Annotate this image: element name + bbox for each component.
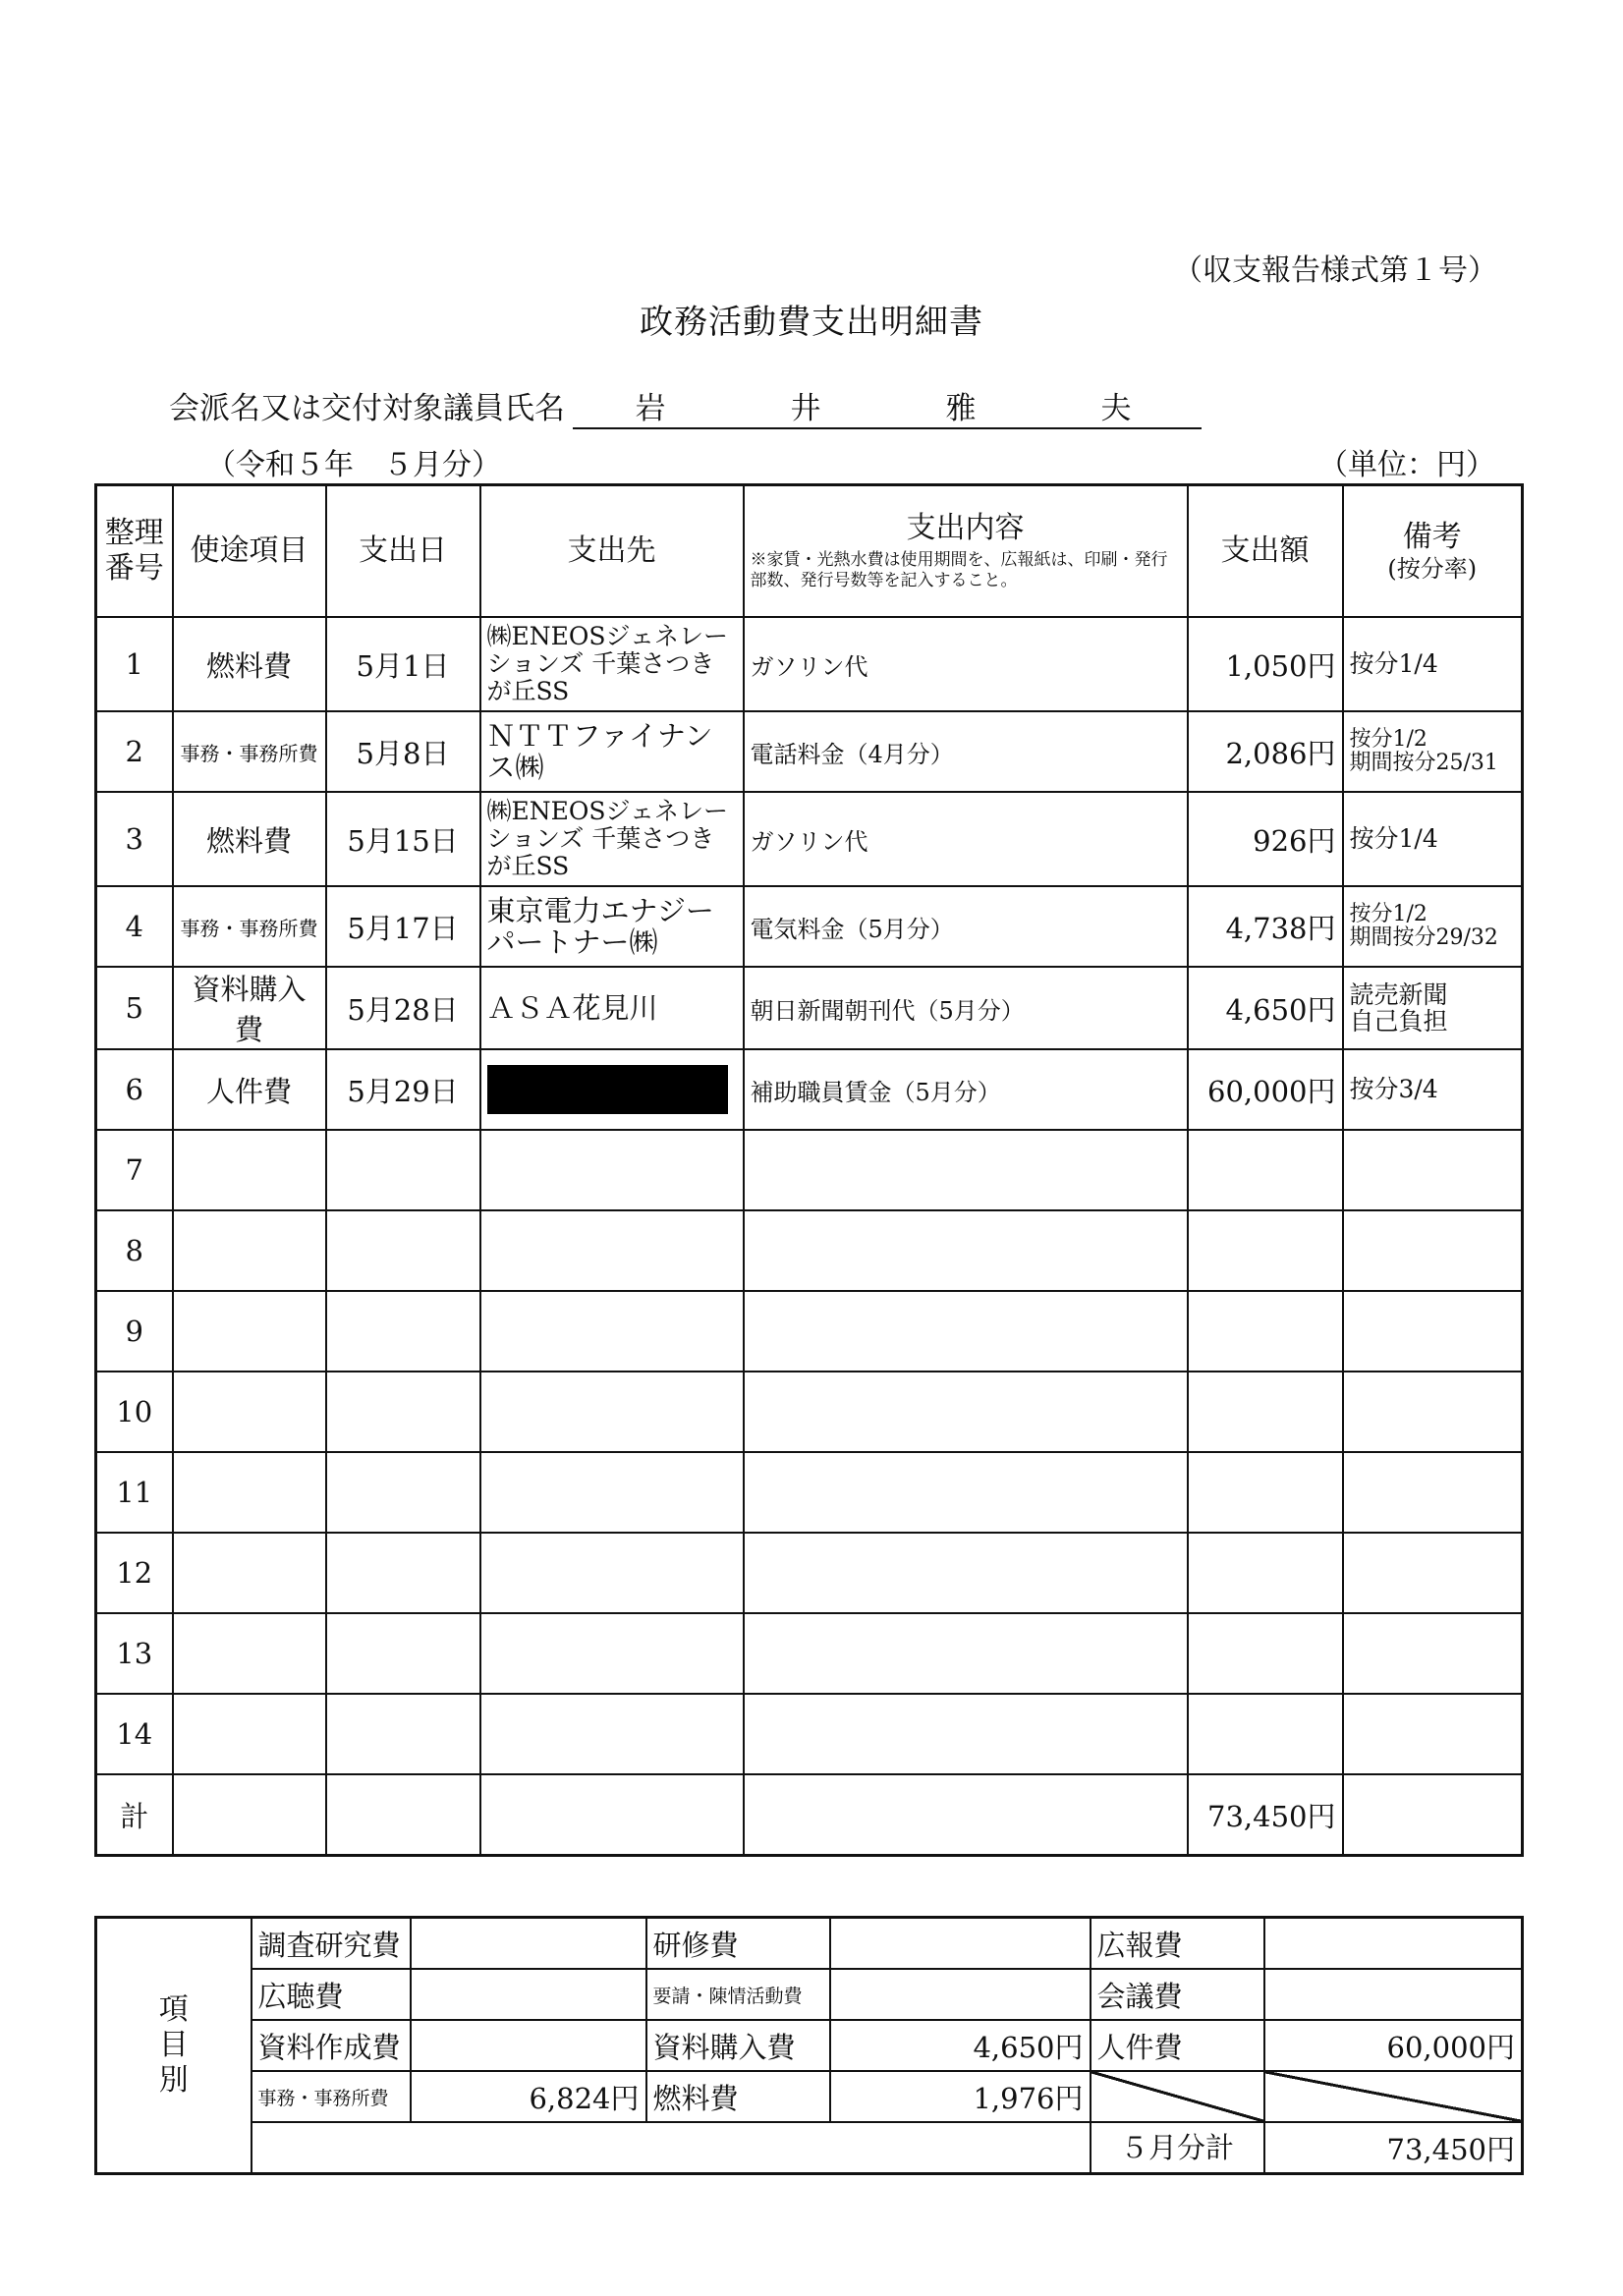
table-row-empty	[96, 1452, 1523, 1533]
row-payee: 東京電力エナジーパートナー㈱	[480, 886, 744, 967]
header-remarks-sub: (按分率)	[1387, 554, 1478, 583]
table-row-empty	[96, 1291, 1523, 1372]
summary-label: 事務・事務所費	[252, 2071, 411, 2122]
remark-line: 按分1/2	[1349, 901, 1427, 926]
row-no: 12	[96, 1533, 173, 1613]
row-date: 5月17日	[326, 886, 480, 967]
total-label: 計	[96, 1774, 173, 1856]
row-no: 13	[96, 1613, 173, 1694]
row-no: 1	[96, 617, 173, 711]
summary-value	[1264, 1969, 1523, 2020]
table-row-empty	[96, 1130, 1523, 1210]
summary-row	[96, 1918, 1523, 1970]
summary-value	[411, 1969, 646, 2020]
header-row	[96, 485, 1523, 618]
table-row	[96, 711, 1523, 792]
summary-row	[96, 1969, 1523, 2020]
summary-label: 燃料費	[646, 2071, 830, 2122]
row-payee-redacted	[480, 1049, 744, 1130]
total-row	[96, 1774, 1523, 1856]
category-summary-table	[94, 1916, 1524, 2175]
row-no: 7	[96, 1130, 173, 1210]
summary-value	[830, 1969, 1091, 2020]
remark-line: 期間按分29/32	[1349, 925, 1498, 950]
document-title: 政務活動費支出明細書	[640, 303, 983, 342]
row-amount: 1,050円	[1188, 617, 1343, 711]
summary-row	[96, 2071, 1523, 2122]
expense-table	[94, 483, 1524, 1857]
summary-label: 人件費	[1091, 2020, 1264, 2071]
name-char: 夫	[1100, 391, 1132, 426]
row-content: ガソリン代	[744, 617, 1188, 711]
table-row	[96, 1049, 1523, 1130]
row-content: 電気料金（5月分）	[744, 886, 1188, 967]
row-amount: 4,650円	[1188, 967, 1343, 1049]
name-label: 会派名又は交付対象議員氏名	[169, 391, 565, 426]
row-content: ガソリン代	[744, 792, 1188, 886]
header-content	[744, 485, 1188, 618]
diagonal-cell	[1091, 2071, 1264, 2122]
row-date: 5月1日	[326, 617, 480, 711]
row-no: 8	[96, 1210, 173, 1291]
row-date: 5月29日	[326, 1049, 480, 1130]
form-number: （収支報告様式第１号）	[1173, 253, 1497, 288]
row-remarks	[1343, 886, 1523, 967]
summary-label: 広報費	[1091, 1918, 1264, 1970]
header-amount: 支出額	[1188, 485, 1343, 618]
row-remarks	[1343, 792, 1523, 886]
header-no: 整理番号	[96, 485, 173, 618]
header-date: 支出日	[326, 485, 480, 618]
row-remarks	[1343, 1049, 1523, 1130]
name-char: 岩	[635, 391, 666, 426]
row-category: 燃料費	[173, 792, 326, 886]
name-char: 雅	[945, 391, 977, 426]
summary-value: 1,976円	[830, 2071, 1091, 2122]
row-payee: ㈱ENEOSジェネレーションズ 千葉さつきが丘SS	[480, 792, 744, 886]
report-period: （令和５年 ５月分）	[206, 448, 501, 482]
row-payee: ＡＳＡ花見川	[480, 967, 744, 1049]
row-remarks	[1343, 967, 1523, 1049]
row-amount: 2,086円	[1188, 711, 1343, 792]
table-row	[96, 617, 1523, 711]
row-content: 朝日新聞朝刊代（5月分）	[744, 967, 1188, 1049]
row-content: 補助職員賃金（5月分）	[744, 1049, 1188, 1130]
table-row	[96, 792, 1523, 886]
total-amount: 73,450円	[1188, 1774, 1343, 1856]
table-row-empty	[96, 1210, 1523, 1291]
table-row	[96, 967, 1523, 1049]
summary-label: 調査研究費	[252, 1918, 411, 1970]
row-amount: 4,738円	[1188, 886, 1343, 967]
side-label-text: 項目別	[158, 1992, 189, 2098]
summary-value	[411, 2020, 646, 2071]
row-no: 6	[96, 1049, 173, 1130]
summary-value: 4,650円	[830, 2020, 1091, 2071]
remark-line: 読売新聞	[1349, 980, 1448, 1009]
summary-row	[96, 2020, 1523, 2071]
summary-label: 要請・陳情活動費	[646, 1969, 830, 2020]
member-name	[573, 383, 1202, 429]
redaction-block	[487, 1065, 728, 1114]
name-row	[169, 383, 1202, 429]
table-row-empty	[96, 1694, 1523, 1774]
summary-label: 研修費	[646, 1918, 830, 1970]
row-category: 燃料費	[173, 617, 326, 711]
remark-line: 按分1/4	[1349, 649, 1438, 679]
summary-total-row	[96, 2122, 1523, 2174]
table-row-empty	[96, 1613, 1523, 1694]
summary-side-label	[96, 1918, 252, 2174]
summary-label: 資料作成費	[252, 2020, 411, 2071]
header-remarks-label: 備考	[1402, 519, 1462, 554]
row-category: 事務・事務所費	[173, 886, 326, 967]
row-no: 9	[96, 1291, 173, 1372]
row-remarks	[1343, 617, 1523, 711]
remark-line: 按分1/4	[1349, 824, 1438, 854]
row-date: 5月15日	[326, 792, 480, 886]
row-no: 14	[96, 1694, 173, 1774]
row-content: 電話料金（4月分）	[744, 711, 1188, 792]
summary-value	[411, 1918, 646, 1970]
month-total-label: ５月分計	[1091, 2122, 1264, 2174]
name-char: 井	[790, 391, 821, 426]
table-row-empty	[96, 1372, 1523, 1452]
row-category: 人件費	[173, 1049, 326, 1130]
row-payee: ＮＴＴファイナンス㈱	[480, 711, 744, 792]
month-total-value: 73,450円	[1264, 2122, 1523, 2174]
row-remarks	[1343, 711, 1523, 792]
header-category: 使途項目	[173, 485, 326, 618]
row-date: 5月8日	[326, 711, 480, 792]
summary-value	[1264, 1918, 1523, 1970]
summary-value: 60,000円	[1264, 2020, 1523, 2071]
summary-label: 会議費	[1091, 1969, 1264, 2020]
row-no: 3	[96, 792, 173, 886]
table-row	[96, 886, 1523, 967]
summary-label: 広聴費	[252, 1969, 411, 2020]
remark-line: 按分3/4	[1349, 1075, 1438, 1104]
row-date: 5月28日	[326, 967, 480, 1049]
unit-label: （単位：円）	[1318, 448, 1495, 482]
header-remarks	[1343, 485, 1523, 618]
remark-line: 按分1/2	[1349, 726, 1427, 752]
header-content-note: ※家賃・光熱水費は使用期間を、広報紙は、印刷・発行部数、発行号数等を記入すること。	[750, 549, 1168, 590]
remark-line: 自己負担	[1349, 1007, 1448, 1036]
row-no: 5	[96, 967, 173, 1049]
remark-line: 期間按分25/31	[1349, 751, 1498, 775]
summary-value	[830, 1918, 1091, 1970]
row-payee: ㈱ENEOSジェネレーションズ 千葉さつきが丘SS	[480, 617, 744, 711]
row-no: 11	[96, 1452, 173, 1533]
row-category: 事務・事務所費	[173, 711, 326, 792]
table-row-empty	[96, 1533, 1523, 1613]
row-amount: 60,000円	[1188, 1049, 1343, 1130]
summary-value: 6,824円	[411, 2071, 646, 2122]
diagonal-cell	[1264, 2071, 1523, 2122]
row-category: 資料購入費	[173, 967, 326, 1049]
header-content-label: 支出内容	[906, 510, 1025, 545]
row-no: 4	[96, 886, 173, 967]
row-amount: 926円	[1188, 792, 1343, 886]
summary-label: 資料購入費	[646, 2020, 830, 2071]
header-payee: 支出先	[480, 485, 744, 618]
row-no: 2	[96, 711, 173, 792]
row-no: 10	[96, 1372, 173, 1452]
